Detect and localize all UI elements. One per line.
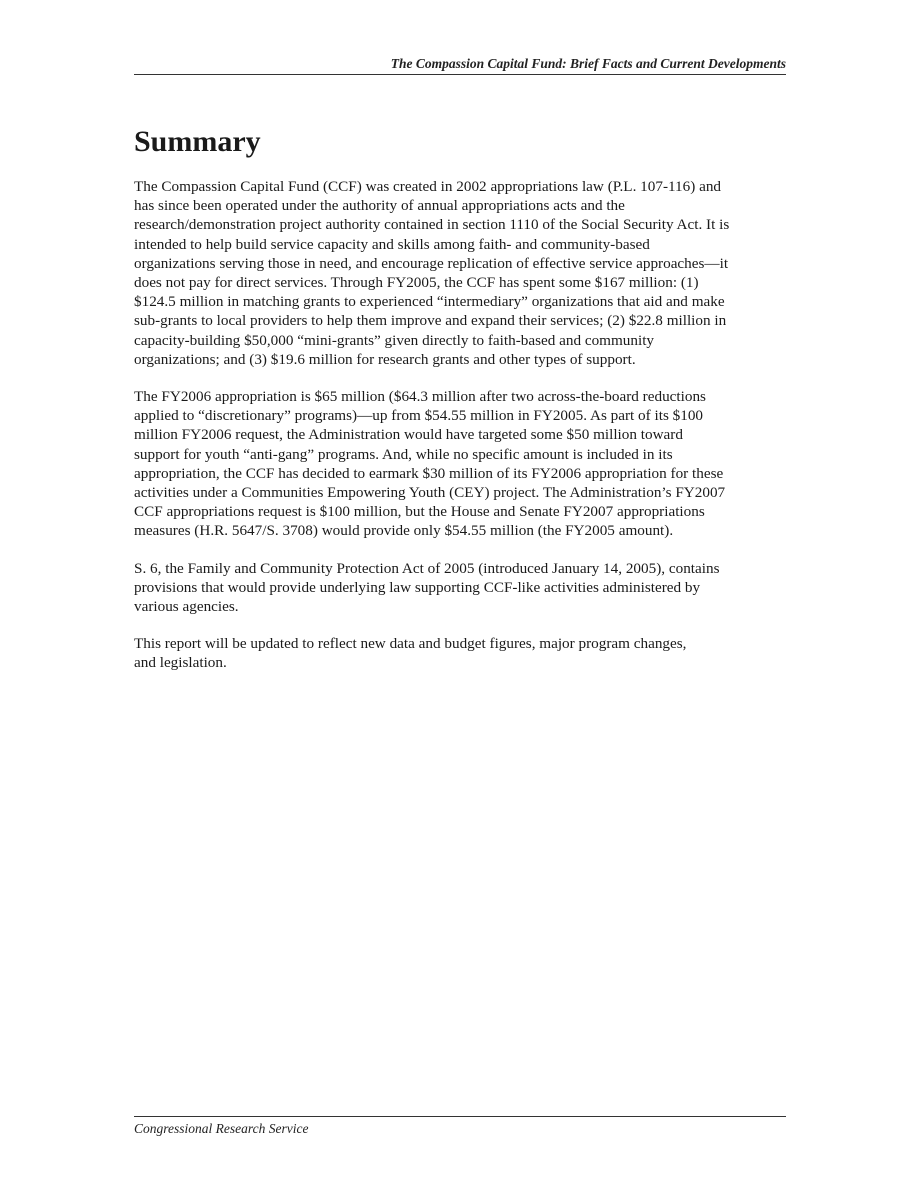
header-rule	[134, 74, 786, 75]
summary-paragraph-3: S. 6, the Family and Community Protection Act of 2005 (introduced January 14, 2005), contains provisions that would provide underlying law supporting CCF-like activities administered by various agencies.	[134, 559, 720, 616]
running-footer: Congressional Research Service	[134, 1121, 309, 1136]
footer-rule	[134, 1116, 786, 1117]
running-header: The Compassion Capital Fund: Brief Facts and Current Developments	[390, 56, 786, 71]
page-title: Summary	[134, 125, 261, 158]
summary-paragraph-1: The Compassion Capital Fund (CCF) was created in 2002 appropriations law (P.L. 107-116) and has since been operated under the authority of annual appropriations acts and the research/demonstration project authority contained in section 1110 of the Social Security Act. It is intended to help build service capacity and skills among faith- and community-based organizations serving those in need, and encourage replication of effective service approaches—it does not pay for direct services. Through FY2005, the CCF has spent some $167 million: (1) $124.5 million in matching grants to experienced “intermediary” organizations that aid and make sub-grants to local providers to help them improve and expand their services; (2) $22.8 million in capacity-building $50,000 “mini-grants” given directly to faith-based and community organizations; and (3) $19.6 million for research grants and other types of support.	[134, 178, 730, 368]
summary-body	[134, 177, 789, 691]
summary-paragraph-2: The FY2006 appropriation is $65 million ($64.3 million after two across-the-board reductions applied to “discretionary” programs)—up from $54.55 million in FY2005. As part of its $100 million FY2006 request, the Administration would have targeted some $50 million toward support for youth “anti-gang” programs. And, while no specific amount is included in its appropriation, the CCF has decided to earmark $30 million of its FY2006 appropriation for these activities under a Communities Empowering Youth (CEY) project. The Administration’s FY2007 CCF appropriations request is $100 million, but the House and Senate FY2007 appropriations measures (H.R. 5647/S. 3708) would provide only $54.55 million (the FY2005 amount).	[134, 388, 726, 540]
summary-paragraph-4: This report will be updated to reflect new data and budget figures, major program changes, and legislation.	[134, 635, 687, 672]
